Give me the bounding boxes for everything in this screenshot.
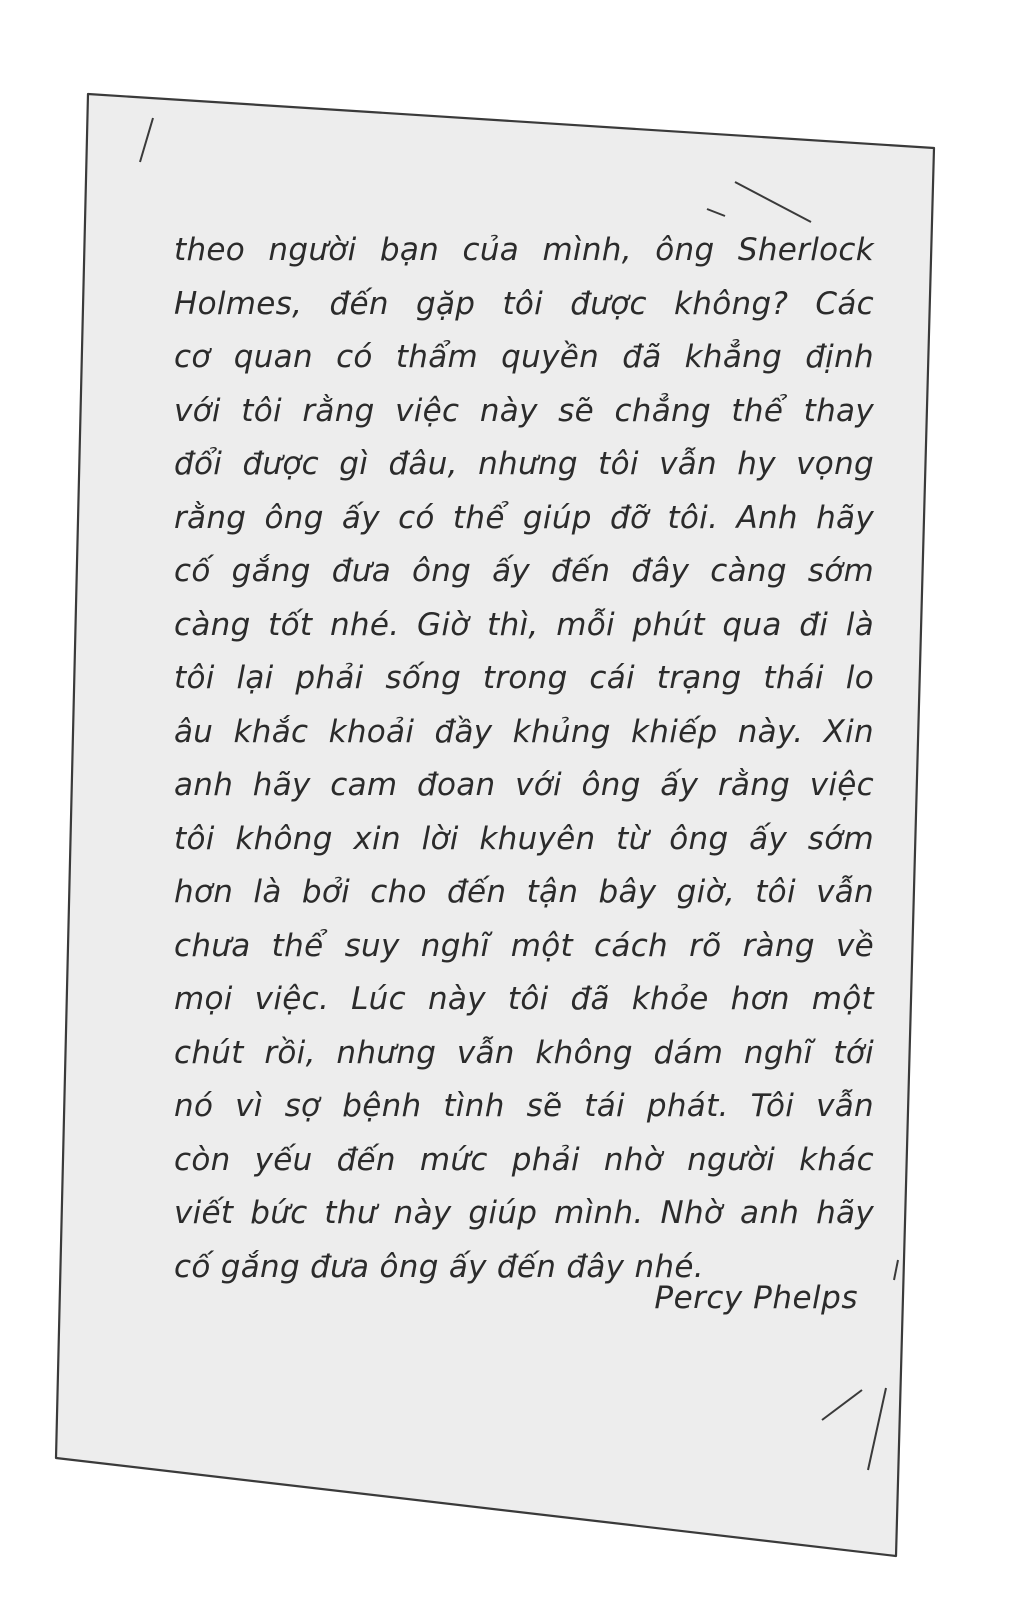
letter-line: Holmes, đến gặp tôi được không? Các <box>174 285 874 322</box>
letter-line: càng tốt nhé. Giờ thì, mỗi phút qua đi là <box>174 606 874 643</box>
letter-line: anh hãy cam đoan với ông ấy rằng việc <box>174 767 874 803</box>
letter-line: tôi không xin lời khuyên từ ông ấy sớm <box>174 820 874 857</box>
letter-line: cố gắng đưa ông ấy đến đây càng sớm <box>174 553 874 589</box>
letter-line: còn yếu đến mức phải nhờ người khác <box>174 1141 874 1178</box>
letter-line: nó vì sợ bệnh tình sẽ tái phát. Tôi vẫn <box>174 1088 874 1124</box>
letter-line: chưa thể suy nghĩ một cách rõ ràng về <box>174 927 874 964</box>
letter-body <box>174 224 874 1294</box>
letter-line: hơn là bởi cho đến tận bây giờ, tôi vẫn <box>174 874 874 910</box>
letter-line: đổi được gì đâu, nhưng tôi vẫn hy vọng <box>174 446 874 482</box>
letter-line: tôi lại phải sống trong cái trạng thái lo <box>174 660 874 696</box>
letter-line: theo người bạn của mình, ông Sherlock <box>174 232 874 268</box>
letter-line: cơ quan có thẩm quyền đã khẳng định <box>174 339 874 375</box>
letter-line: với tôi rằng việc này sẽ chẳng thể thay <box>174 392 874 429</box>
letter-line: âu khắc khoải đầy khủng khiếp này. Xin <box>174 713 874 750</box>
letter-line: chút rồi, nhưng vẫn không dám nghĩ tới <box>174 1034 874 1071</box>
signature: Percy Phelps <box>654 1280 858 1316</box>
letter-line: cố gắng đưa ông ấy đến đây nhé. <box>174 1248 704 1285</box>
letter-line: mọi việc. Lúc này tôi đã khỏe hơn một <box>174 981 874 1017</box>
letter-line: rằng ông ấy có thể giúp đỡ tôi. Anh hãy <box>174 499 874 536</box>
letter-line: viết bức thư này giúp mình. Nhờ anh hãy <box>174 1195 874 1231</box>
